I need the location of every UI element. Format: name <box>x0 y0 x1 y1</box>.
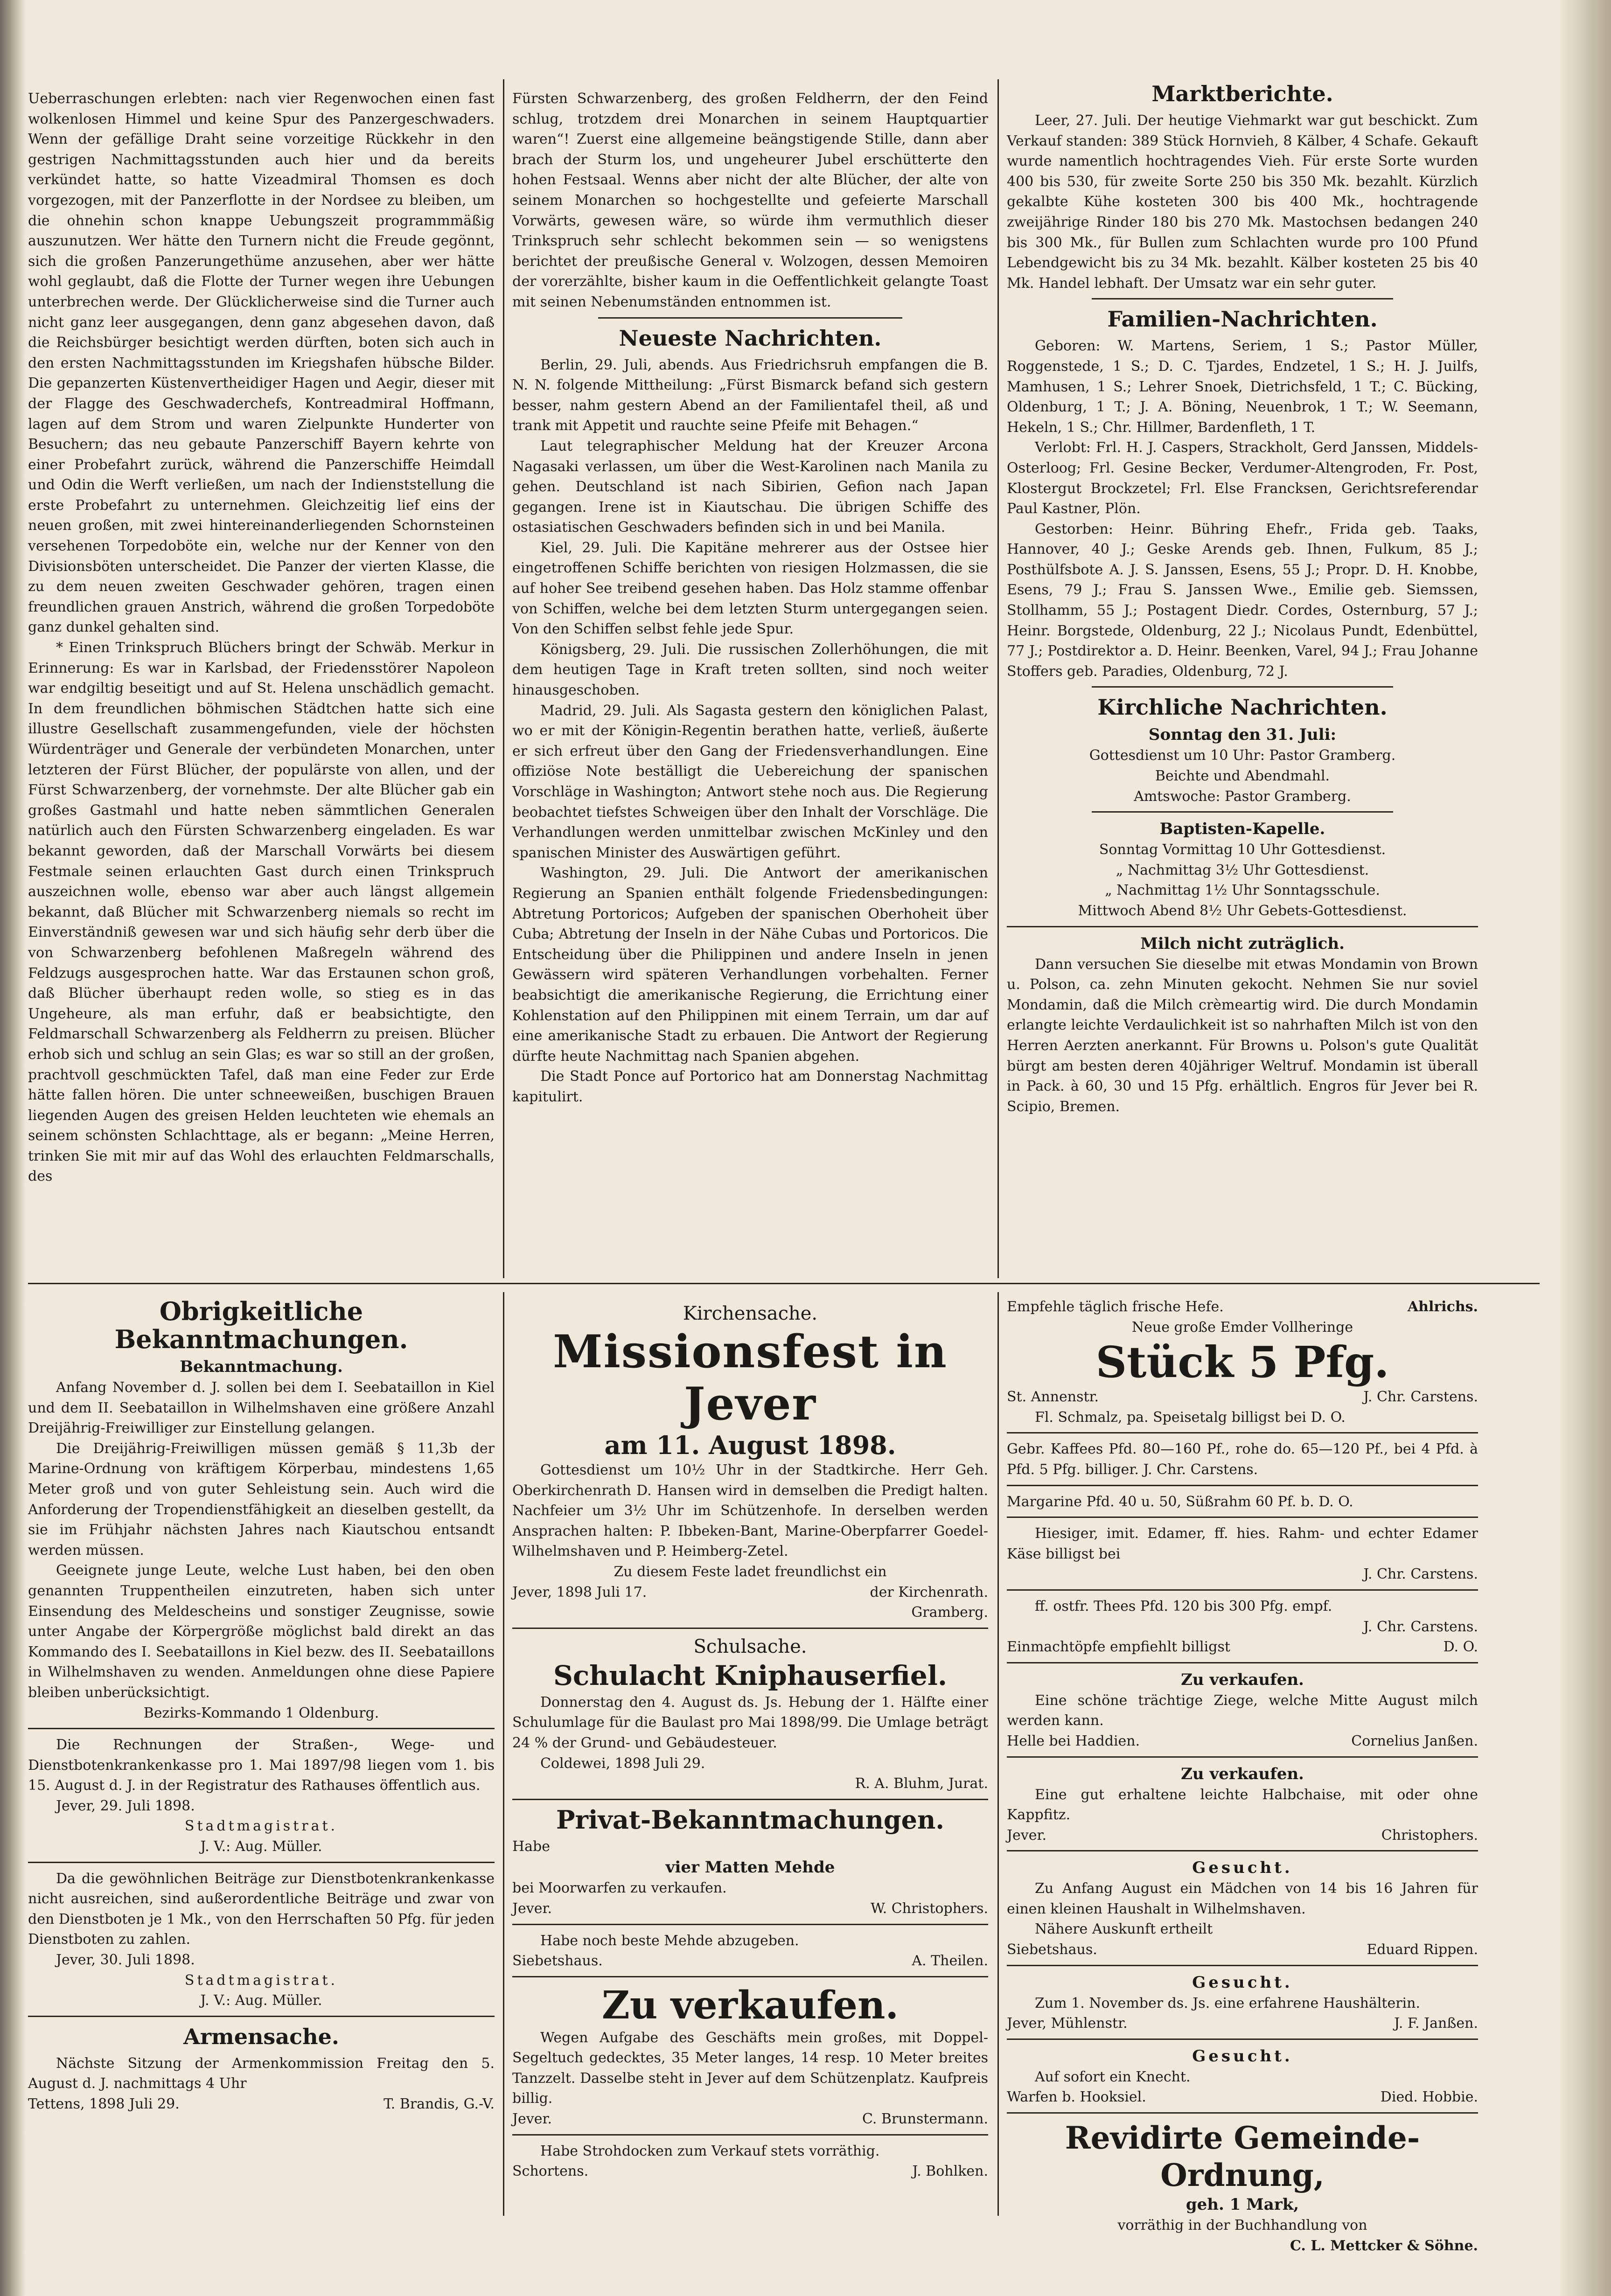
mehde-place: Siebetshaus. <box>512 1953 603 1969</box>
zv1-place: Helle bei Haddien. <box>1007 1732 1140 1749</box>
revid-price: geh. 1 Mark, <box>1186 2195 1299 2214</box>
rech-sign: Stadtmagistrat. <box>184 1818 338 1835</box>
divider <box>28 2016 495 2017</box>
ges1-heading: Gesucht. <box>1192 1858 1293 1878</box>
zv2-sign <box>1007 1825 1478 1846</box>
stroh-name: J. Bohlken. <box>912 2163 988 2180</box>
missionsfest-sign <box>512 1582 988 1603</box>
topfe-ad <box>1007 1637 1478 1657</box>
divider <box>1007 1485 1478 1486</box>
missionsfest-date: am 11. August 1898. <box>604 1430 896 1460</box>
missionsfest-place: Jever, 1898 Juli 17. <box>512 1584 647 1600</box>
zv1-sign <box>1007 1731 1478 1752</box>
divider <box>1092 686 1393 688</box>
divider <box>512 1976 988 1977</box>
divider <box>598 317 903 319</box>
kirch-line: Amtswoche: Pastor Gramberg. <box>1134 788 1351 805</box>
schulacht-title: Schulacht Kniphauserfiel. <box>553 1659 948 1691</box>
dienst-date: Jever, 30. Juli 1898. <box>56 1952 195 1969</box>
ges1-text2: Nähere Auskunft ertheilt <box>1035 1921 1213 1938</box>
page-left-edge <box>0 0 26 2296</box>
divider <box>1092 811 1393 813</box>
ges3-place: Warfen b. Hooksiel. <box>1007 2089 1146 2106</box>
verk-sign <box>512 2109 988 2129</box>
stueck-name: J. Chr. Carstens. <box>1363 1389 1478 1405</box>
article-column-1 <box>28 89 495 1187</box>
missionsfest-name: Gramberg. <box>911 1604 988 1621</box>
emder-line: Neue große Emder Vollheringe <box>1131 1319 1353 1336</box>
bek-para: Die Dreijährig-Freiwilligen müssen gemäß § 11,3b der Marine-Ordnung von kräftigem Körperbau, mindestens 1,65 Meter groß und von guter Sehleistung sein. Auch wird die Anforderung der Tropendienstfähigkeit an dieselben gestellt, da sie im Frühjahr nächsten Jahres nach Kiautschou entsandt werden müssen. <box>28 1440 495 1558</box>
official-notices-column <box>28 1294 495 2115</box>
hefe-name: Ahlrichs. <box>1407 1299 1478 1315</box>
kaese-ad: Hiesiger, imit. Edamer, ff. hies. Rahm- und echter Edamer Käse billigst bei <box>1007 1525 1478 1562</box>
verk-place: Jever. <box>512 2111 552 2128</box>
schul-text: Donnerstag den 4. August ds. Js. Hebung der 1. Hälfte einer Schulumlage für die Baulast pro Mai 1898/99. Die Umlage beträgt 24 % der Grund- und Gebäudesteuer. <box>512 1694 988 1751</box>
familien-geboren: Geboren: W. Martens, Seriem, 1 S.; Pastor Müller, Roggenstede, 1 S.; D. C. Tjardes, Endzetel, 1 S.; H. J. Juilfs, Mamhusen, 1 S.; Lehrer Snoek, Dietrichsfeld, 1 T.; C. Bücking, Oldenburg, 1 T.; J. A. Böning, Neuenbrok, 1 T.; W. Seemann, Hekeln, 1 S.; Chr. Hillmer, Bardenfleth, 1 T. <box>1007 338 1478 436</box>
revid-title: Revidirte Gemeinde-Ordnung, <box>1065 2120 1420 2194</box>
divider <box>1007 1850 1478 1851</box>
page-right-edge <box>1557 0 1611 2296</box>
topfe-sign: D. O. <box>1443 1639 1478 1656</box>
advertisements-column <box>1007 1297 1478 2256</box>
divider <box>1007 2112 1478 2114</box>
divider <box>28 1862 495 1863</box>
article-continuation: Fürsten Schwarzenberg, des großen Feldherrn, der den Feind schlug, trotzdem drei Monarchen in seinem Hauptquartier waren“! Zuerst eine allgemeine beängstigende Stille, dann aber brach der Sturm los, und ungeheurer Jubel erschütterte den hohen Festsaal. Wenns aber nicht der alte Blücher, der alte von seinem Monarchen so hochgestellte und gefeierte Marschall Vorwärts, gewesen wäre, so würde ihm vermuthlich dieser Trinkspruch sehr schlecht bekommen sein — so wenigstens berichtet der preußische General v. Wolzogen, dessen Memoiren der vorerzählte, bisher kaum in die Oeffentlichkeit gelangte Toast mit seinen Nebenumständen entnommen ist. <box>512 90 988 310</box>
ges3-name: Died. Hobbie. <box>1380 2089 1478 2106</box>
ges3-sign <box>1007 2087 1478 2108</box>
habe-label: Habe <box>512 1838 551 1855</box>
ges2-sign <box>1007 2013 1478 2034</box>
obrigkeit-heading: Obrigkeitliche Bekanntmachungen. <box>114 1296 408 1354</box>
missionsfest-invite: Zu diesem Feste ladet freundlichst ein <box>614 1563 887 1580</box>
revid-text: vorräthig in der Buchhandlung von <box>1117 2217 1367 2234</box>
private-notices-column <box>512 1301 988 2182</box>
stroh-sign <box>512 2161 988 2182</box>
stueck-place: St. Annenstr. <box>1007 1389 1099 1405</box>
baptist-line: Mittwoch Abend 8½ Uhr Gebets-Gottesdienst. <box>1078 903 1407 919</box>
rech-sign: J. V.: Aug. Müller. <box>200 1838 322 1855</box>
matten-name: W. Christophers. <box>871 1900 988 1917</box>
zv2-place: Jever. <box>1007 1827 1047 1844</box>
divider <box>1007 1965 1478 1966</box>
baptist-line: „ Nachmittag 1½ Uhr Sonntagsschule. <box>1105 882 1380 899</box>
kirch-heading: Kirchliche Nachrichten. <box>1097 695 1388 720</box>
divider <box>1007 1756 1478 1758</box>
matten-title: vier Matten Mehde <box>665 1858 835 1877</box>
zv2-name: Christophers. <box>1381 1827 1478 1844</box>
mehde-name: A. Theilen. <box>912 1953 988 1969</box>
ges2-name: J. F. Janßen. <box>1394 2015 1478 2032</box>
column-rule-4 <box>997 1292 999 2216</box>
news-item: Kiel, 29. Juli. Die Kapitäne mehrerer aus der Ostsee hier eingetroffenen Schiffe berichten von riesigen Holzmassen, die sie auf hoher See treibend gesehen haben. Das Holz stamme offenbar von Schiffen, welche bei dem letzten Sturm untergegangen seien. Von den Schiffen selbst fehle jede Spur. <box>512 539 988 638</box>
baptist-heading: Baptisten-Kapelle. <box>1159 820 1325 839</box>
mehde-sign <box>512 1951 988 1971</box>
bek-para: Anfang November d. J. sollen bei dem I. Seebataillon in Kiel und dem II. Seebataillon in Wilhelmshaven eine größere Anzahl Dreijährig-Freiwilliger zur Einstellung gelangen. <box>28 1379 495 1437</box>
schul-sign: R. A. Bluhm, Jurat. <box>855 1775 988 1792</box>
kirch-sub: Sonntag den 31. Juli: <box>1148 725 1337 744</box>
divider <box>28 1728 495 1729</box>
zu-verkaufen-title: Zu verkaufen. <box>601 1983 899 2028</box>
stroh-place: Schortens. <box>512 2163 589 2180</box>
divider <box>1007 1432 1478 1433</box>
revid-sign: C. L. Mettcker & Söhne. <box>1290 2237 1478 2254</box>
column-rule-2 <box>997 79 999 1278</box>
section-rule <box>28 1283 1540 1284</box>
schul-date: Coldewei, 1898 Juli 29. <box>540 1755 705 1772</box>
armen-place: Tettens, 1898 Juli 29. <box>28 2096 180 2112</box>
ges1-sign <box>1007 1940 1478 1960</box>
kaese-sign: J. Chr. Carstens. <box>1363 1566 1478 1583</box>
ges1-place: Siebetshaus. <box>1007 1941 1097 1958</box>
news-item: Königsberg, 29. Juli. Die russischen Zollerhöhungen, die mit dem heutigen Tage in Kraft treten sollten, sind noch weiter hinausgeschoben. <box>512 641 988 699</box>
armen-heading: Armensache. <box>183 2024 339 2049</box>
familien-heading: Familien-Nachrichten. <box>1107 306 1378 332</box>
familien-verlobt: Verlobt: Frl. H. J. Caspers, Strackholt, Gerd Janssen, Middels-Osterloog; Frl. Gesine Becker, Verdumer-Altengroden, Fr. Post, Klostergut Brockzetel; Frl. Else Francksen, Gerichtsreferendar Paul Kastner, Plön. <box>1007 439 1478 517</box>
margarine-ad: Margarine Pfd. 40 u. 50, Süßrahm 60 Pf. b. D. O. <box>1007 1493 1353 1510</box>
markt-text: Leer, 27. Juli. Der heutige Viehmarkt war gut beschickt. Zum Verkauf standen: 389 Stück Hornvieh, 8 Kälber, 4 Schafe. Gekauft wurde namentlich hochtragendes Vieh. Für erste Sorte wurden 400 bis 530, für zweite Sorte 250 bis 350 Mk. bezahlt. Kürzlich gekalbte Kühe kosteten 300 bis 400 Mk., hochtragende zweijährige Rinder 180 bis 270 Mk. Mastochsen bedangen 240 bis 300 Mk., für Bullen zum Schlachten wurde pro 100 Pfund Lebendgewicht bis zu 34 Mk. bezahlt. Kälber kosteten 25 bis 40 Mk. Handel lebhaft. Der Umsatz war ein sehr guter. <box>1007 112 1478 292</box>
dienst-sign: J. V.: Aug. Müller. <box>200 1992 322 2009</box>
divider <box>512 2134 988 2136</box>
verk-text: Wegen Aufgabe des Geschäfts mein großes, mit Doppel-Segeltuch gedecktes, 35 Meter langes, 14 resp. 10 Meter breites Tanzzelt. Dasselbe steht in Jever auf dem Schützenplatz. Kaufpreis billig. <box>512 2029 988 2107</box>
missionsfest-org: der Kirchenrath. <box>870 1584 988 1600</box>
privat-heading: Privat-Bekanntmachungen. <box>556 1804 945 1835</box>
dienst-sign: Stadtmagistrat. <box>184 1972 338 1989</box>
zv1-text: Eine schöne trächtige Ziege, welche Mitte August milch werden kann. <box>1007 1692 1478 1729</box>
column-rule-3 <box>503 1292 504 2216</box>
article-flotte: Ueberraschungen erlebten: nach vier Regenwochen einen fast wolkenlosen Himmel und keine Spur des Panzergeschwaders. Wenn der gefällige Draht seine vorzeitige Rückkehr in den gestrigen Nachmittagsstunden auch hier und da bereits verkündet hatte, so hatte Vizeadmiral Thomsen es doch vorgezogen, mit der Panzerflotte in der Nordsee zu bleiben, um die ohnehin schon knappe Uebungszeit programmmäßig auszunutzen. Wer hätte den Turnern nicht die Freude gegönnt, sich die großen Panzerungethüme anzusehen, aber wer hätte wohl geglaubt, daß die Flotte der Turner wegen ihre Uebungen unterbrechen werde. Der Glücklicherweise sind die Turner auch nicht ganz leer ausgegangen, denn ganz abgesehen davon, daß die Reichsbürger besichtigt werden dürften, boten sich auch in den ersten Nachmittagsstunden im Kriegshafen hübsche Bilder. Die gepanzerten Küstenvertheidiger Hagen und Aegir, dieser mit der Flagge des Geschwaderchefs, Kontreadmiral Hoffmann, lagen auf dem Strom und waren Zielpunkte Hunderter von Besuchern; das neu gebaute Panzerschiff Bayern kehrte von einer Probefahrt zurück, während die Panzerschiffe Heimdall und Odin die Werft verließen, um nach der Indienststellung die erste Probefahrt zu unternehmen. Gleichzeitig lief eins der neuen großen, mit zwei hintereinanderliegenden Schornsteinen versehenen Torpedoböte ein, welche nur der Kenner von den Divisionsböten unterscheidet. Die Panzer der vierten Klasse, die zu dem neuen zweiten Geschwader gehören, tragen einen freundlichen grauen Anstrich, während die großen Torpedoböte ganz dunkel gehalten sind. <box>28 90 495 636</box>
divider <box>1007 1589 1478 1591</box>
news-item: Laut telegraphischer Meldung hat der Kreuzer Arcona Nagasaki verlassen, um über die West-Karolinen nach Manila zu gehen. Deutschland ist nach Sibirien, Gefion nach Japan gegangen. Irene ist in Kiautschau. Die übrigen Schiffe des ostasiatischen Geschwaders befinden sich in und bei Manila. <box>512 438 988 536</box>
armen-name: T. Brandis, G.-V. <box>384 2096 495 2112</box>
news-item: Die Stadt Ponce auf Portorico hat am Donnerstag Nachmittag kapitulirt. <box>512 1068 988 1105</box>
baptist-line: Sonntag Vormittag 10 Uhr Gottesdienst. <box>1099 842 1386 858</box>
divider <box>1007 926 1478 927</box>
ges2-heading: Gesucht. <box>1192 1973 1293 1992</box>
ges3-text: Auf sofort ein Knecht. <box>1035 2068 1191 2085</box>
topfe-text: Einmachtöpfe empfiehlt billigst <box>1007 1639 1230 1656</box>
armen-text: Nächste Sitzung der Armenkommission Freitag den 5. August d. J. nachmittags 4 Uhr <box>28 2055 495 2092</box>
article-trinkspruch: * Einen Trinkspruch Blüchers bringt der Schwäb. Merkur in Erinnerung: Es war in Karlsbad, der Friedensstörer Napoleon war endgiltig beseitigt und auf St. Helena unschädlich gemacht. In dem freundlichen böhmischen Städtchen hatte sich eine illustre Gesellschaft zusammengefunden, viele der höchsten Würdenträger und Generale der verbündeten Monarchen, unter letzteren der Fürst Blücher, der populärste von allen, und der Fürst Schwarzenberg, der vornehmste. Der alte Blücher gab ein großes Gastmahl und hatte neben sämmtlichen Generalen natürlich auch den Fürsten Schwarzenberg eingeladen. Es war bekannt geworden, daß der Marschall Vorwärts bei diesem Festmale seinen erlauchten Gast durch einen Trinkspruch auszeichnen wolle, ebenso war aber auch längst allgemein bekannt, daß Blücher mit Schwarzenberg niemals so recht im Einverständniß gewesen war und sich häufig sehr derb über die von Schwarzenberg befohlenen Maßregeln während des Feldzugs ausgesprochen hatte. War das Erstaunen schon groß, daß Blücher überhaupt reden wolle, so stieg es in das Ungeheure, als man erfuhr, daß er beabsichtigte, den Feldmarschall Schwarzenberg als Feldherrn zu preisen. Blücher erhob sich und schlug an sein Glas; es war so still an der großen, prachtvoll geschmückten Tafel, daß man eine Feder zur Erde hätte fallen hören. Die unter schneeweißen, buschigen Brauen liegenden Augen des greisen Helden leuchteten wie ehemals an seinem schönsten Schlachttage, als er begann: „Meine Herren, trinken Sie mit mir auf das Wohl des erlauchten Feldmarschalls, des <box>28 640 495 1185</box>
armen-sign <box>28 2094 495 2115</box>
stueck-sign <box>1007 1387 1478 1407</box>
kaffee-ad: Gebr. Kaffees Pfd. 80—160 Pf., rohe do. 65—120 Pf., bei 4 Pfd. à Pfd. 5 Pfg. billiger. J. Chr. Carstens. <box>1007 1441 1478 1478</box>
news-item: Washington, 29. Juli. Die Antwort der amerikanischen Regierung an Spanien enthält folgende Friedensbedingungen: Abtretung Portoricos; Aufgeben der spanischen Oberhoheit über Cuba; Abtretung der Inseln in der Nähe Cubas und Portoricos. Die Entscheidung über die Philippinen und andere Inseln in jenen Gewässern wird späteren Verhandlungen vorbehalten. Ferner beabsichtigt die amerikanische Regierung, die Errichtung einer Kohlenstation auf den Philippinen mit einem Terrain, um dar auf eine amerikanische Stadt zu erbauen. Die Antwort der Regierung dürfte heute Nachmittag nach Spanien abgehen. <box>512 865 988 1065</box>
article-column-2 <box>512 89 988 1107</box>
dienst-text: Da die gewöhnlichen Beiträge zur Dienstbotenkrankenkasse nicht ausreichen, sind außerordentliche Beiträge und zwar von den Dienstboten je 1 Mk., von den Herrschaften 50 Pfg. für jeden Dienstboten zu zahlen. <box>28 1870 495 1948</box>
news-item: Madrid, 29. Juli. Als Sagasta gestern den königlichen Palast, wo er mit der Königin-Regentin berathen hatte, verließ, äußerte er sich erfreut über den Gang der Friedensverhandlungen. Eine offiziöse Note beställigt die Uebereichung der spanischen Vorschläge in Washington; Antwort stehe noch aus. Die Regierung beobachtet tiefstes Schweigen über den Inhalt der Vorschläge. Die Verhandlungen werden unmittelbar zwischen McKinley und den spanischen Minister des Auswärtigen geführt. <box>512 702 988 861</box>
stroh-text: Habe Strohdocken zum Verkauf stets vorräthig. <box>540 2143 880 2159</box>
kirch-line: Beichte und Abendmahl. <box>1155 768 1330 785</box>
mehde-text: Habe noch beste Mehde abzugeben. <box>540 1932 799 1949</box>
divider <box>1092 298 1393 299</box>
zv2-text: Eine gut erhaltene leichte Halbchaise, mit oder ohne Kappfitz. <box>1007 1786 1478 1823</box>
news-item: Berlin, 29. Juli, abends. Aus Friedrichsruh empfangen die B. N. N. folgende Mittheilung: „Fürst Bismarck befand sich gestern besser, nahm gestern Abend an der Familientafel theil, aß und trank mit Appetit und rauchte seine Pfeife mit Behagen.“ <box>512 356 988 434</box>
hefe-text: Empfehle täglich frische Hefe. <box>1007 1299 1224 1315</box>
ges3-heading: Gesucht. <box>1192 2046 1293 2066</box>
bek-sign: Bezirks-Kommando 1 Oldenburg. <box>143 1705 379 1721</box>
matten-place: Jever. <box>512 1900 552 1917</box>
rech-date: Jever, 29. Juli 1898. <box>56 1797 195 1814</box>
zv1-name: Cornelius Janßen. <box>1351 1732 1478 1749</box>
schulsache-label: Schulsache. <box>693 1635 807 1657</box>
thees-ad: ff. ostfr. Thees Pfd. 120 bis 300 Pfg. empf. <box>1035 1598 1332 1614</box>
markt-heading: Marktberichte. <box>1151 81 1333 106</box>
divider <box>1007 1517 1478 1518</box>
zv2-heading: Zu verkaufen. <box>1181 1764 1304 1783</box>
divider <box>512 1924 988 1925</box>
ges2-place: Jever, Mühlenstr. <box>1007 2015 1128 2032</box>
divider <box>512 1628 988 1629</box>
bek-para: Geeignete junge Leute, welche Lust haben, bei den oben genannten Truppentheilen einzutreten, haben sich unter Einsendung des Meldescheins und sonstiger Zeugnisse, sowie unter Angabe der Körpergröße möglichst bald direkt an das Kommando des I. Seebataillons in Kiel bezw. des II. Seebataillons in Wilhelmshaven zu wenden. Anmeldungen ohne diese Papiere bleiben unberücksichtigt. <box>28 1562 495 1701</box>
baptist-line: „ Nachmittag 3½ Uhr Gottesdienst. <box>1116 862 1369 878</box>
familien-gestorben: Gestorben: Heinr. Bühring Ehefr., Frida geb. Taaks, Hannover, 40 J.; Geske Arends geb. Ihnen, Fulkum, 85 J.; Posthülfsbote A. J. S. Janssen, Esens, 55 J.; Propr. D. H. Knobbe, Esens, 79 J.; Frau S. Janssen Wwe., Emilie geb. Siemssen, Stollhamm, 55 J.; Postagent Diedr. Cordes, Osternburg, 57 J.; Heinr. Borgstede, Oldenburg, 22 J.; Nicolaus Pundt, Edenbüttel, 77 J.; Postdirektor a. D. Heinr. Beenken, Varel, 94 J.; Frau Johanne Stoffers geb. Paradies, Oldenburg, 72 J. <box>1007 521 1478 680</box>
ges1-name: Eduard Rippen. <box>1367 1941 1478 1958</box>
kirch-line: Gottesdienst um 10 Uhr: Pastor Gramberg. <box>1089 747 1396 764</box>
schmalz-ad: Fl. Schmalz, pa. Speisetalg billigst bei D. O. <box>1035 1409 1346 1426</box>
rech-text: Die Rechnungen der Straßen-, Wege- und Dienstbotenkrankenkasse pro 1. Mai 1897/98 liegen vom 1. bis 15. August d. J. in der Registratur des Rathauses öffentlich aus. <box>28 1737 495 1794</box>
missionsfest-text: Gottesdienst um 10½ Uhr in der Stadtkirche. Herr Geh. Oberkirchenrath D. Hansen wird in demselben die Predigt halten. Nachfeier um 3½ Uhr im Schützenhofe. In derselben werden Ansprachen halten: P. Ibbeken-Bant, Marine-Oberpfarrer Goedel-Wilhelmshaven und P. Heimberg-Zetel. <box>512 1462 988 1560</box>
divider <box>1007 1662 1478 1663</box>
divider <box>512 1799 988 1800</box>
matten-sign <box>512 1899 988 1919</box>
column-rule-1 <box>503 79 504 1278</box>
stueck-title: Stück 5 Pfg. <box>1095 1337 1389 1388</box>
missionsfest-title: Missionsfest in Jever <box>553 1325 948 1430</box>
ges2-text: Zum 1. November ds. Js. eine erfahrene Haushälterin. <box>1035 1995 1421 2011</box>
milch-heading: Milch nicht zuträglich. <box>1140 934 1345 953</box>
bekanntmachung-heading: Bekanntmachung. <box>180 1357 343 1376</box>
zv1-heading: Zu verkaufen. <box>1181 1670 1304 1689</box>
thees-sign: J. Chr. Carstens. <box>1363 1618 1478 1635</box>
article-column-3 <box>1007 77 1478 1117</box>
neueste-heading: Neueste Nachrichten. <box>619 325 882 351</box>
kirchensache-label: Kirchensache. <box>683 1303 818 1324</box>
hefe-ad <box>1007 1297 1478 1317</box>
verk-name: C. Brunstermann. <box>862 2111 988 2128</box>
milch-text: Dann versuchen Sie dieselbe mit etwas Mondamin von Brown u. Polson, ca. zehn Minuten gekocht. Nehmen Sie nur soviel Mondamin, daß die Milch crèmeartig wird. Die durch Mondamin erlangte leichte Verdaulichkeit ist so nahrhaften Milch ist von den Herren Aerzten anerkannt. Für Browns u. Polson's gute Qualität bürgt am besten deren 40jähriger Weltruf. Mondamin ist überall in Pack. à 60, 30 und 15 Pfg. erhältlich. Engros für Jever bei R. Scipio, Bremen. <box>1007 956 1478 1115</box>
ges1-text: Zu Anfang August ein Mädchen von 14 bis 16 Jahren für einen kleinen Haushalt in Wilhelmshaven. <box>1007 1880 1478 1917</box>
matten-text: bei Moorwarfen zu verkaufen. <box>512 1880 727 1897</box>
divider <box>1007 2039 1478 2040</box>
